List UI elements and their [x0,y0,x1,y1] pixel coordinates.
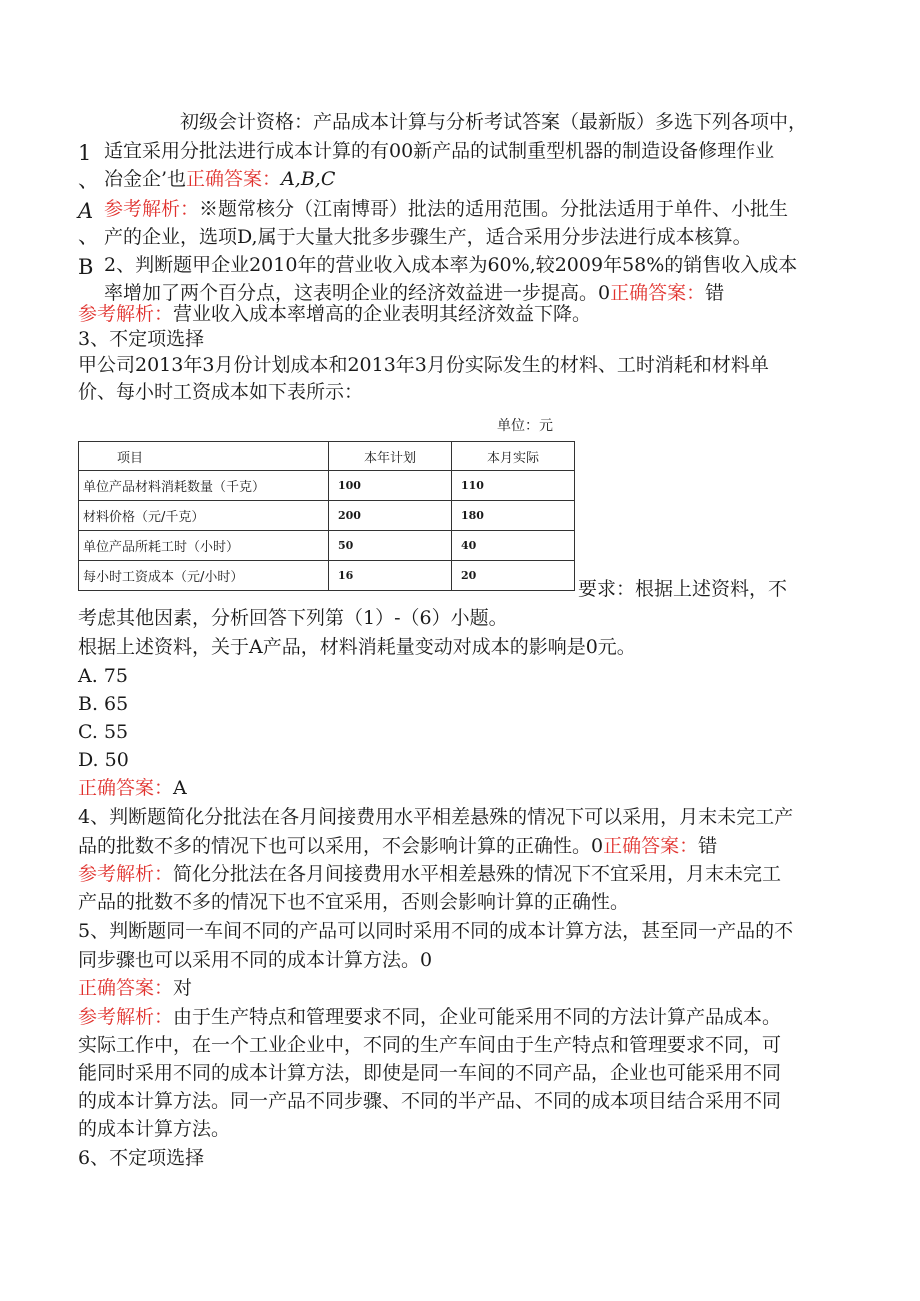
q4-text-line-2 [78,832,717,860]
q3-answer [78,774,187,802]
q4-analysis-label: 参考解析： [78,863,174,885]
margin-mark-comma: 、 [78,168,99,192]
q5-answer [78,974,192,1002]
q5-answer-value: 对 [173,977,193,999]
q4-text-line-1: 4、判断题简化分批法在各月间接费用水平相差悬殊的情况下可以采用，月末未完工产 [78,806,794,828]
q5-analysis-line-4: 的成本计算方法。同一产品不同步骤、不同的半产品、不同的成本项目结合采用不同 [78,1090,782,1112]
q2-text-line-1: 2、判断题甲企业2010年的营业收入成本率为60%,较2009年58%的销售收入成本 [104,254,798,276]
q2-answer-label: 正确答案： [610,282,706,304]
row-label: 材料价格（元/千克） [79,501,329,531]
header-plan: 本年计划 [329,442,452,471]
q3-option-d: D. 50 [78,749,129,771]
q1-text-line-2 [104,165,335,193]
margin-mark-b: B [78,255,94,279]
q5-analysis-line-5: 的成本计算方法。 [78,1118,231,1140]
row-plan-value: 100 [329,471,452,501]
q5-text-line-2: 同步骤也可以采用不同的成本计算方法。0 [78,949,433,971]
row-actual-value: 180 [452,501,575,531]
table-row [79,501,575,531]
q5-analysis-label: 参考解析： [78,1006,174,1028]
q4-analysis-line-2: 产品的批数不多的情况下也不宜采用，否则会影响计算的正确性。 [78,891,630,913]
q1-answer-value: A,B,C [281,168,336,190]
q5-analysis-line-3: 能同时采用不同的成本计算方法，即使是同一车间的不同产品，企业也可能采用不同 [78,1062,782,1084]
q3-requirement-line-2: 考虑其他因素，分析回答下列第（1）-（6）小题。 [78,607,508,629]
q5-answer-label: 正确答案： [78,977,174,999]
row-label: 每小时工资成本（元/小时） [79,561,329,591]
q4-analysis-line-1 [78,860,781,888]
margin-mark-a: A [78,199,94,223]
q2-text-fragment: 率增加了两个百分点，这表明企业的经济效益进一步提高。0 [104,282,611,304]
q1-analysis-label: 参考解析： [104,198,200,220]
q5-analysis-text: 由于生产特点和管理要求不同，企业可能采用不同的方法计算产品成本。 [173,1006,782,1028]
row-label: 单位产品材料消耗数量（千克） [79,471,329,501]
row-actual-value: 20 [452,561,575,591]
q1-analysis-line-2: 产的企业，选项D,属于大量大批多步骤生产，适合采用分步法进行成本核算。 [104,226,752,248]
q4-answer-label: 正确答案： [603,835,699,857]
margin-mark-comma-2: 、 [78,224,99,248]
q2-analysis [78,300,591,328]
row-actual-value: 110 [452,471,575,501]
cost-table [78,441,575,591]
q1-text-line-1: 适宜采用分批法进行成本计算的有00新产品的试制重型机器的制造设备修理作业 [104,140,775,162]
q2-analysis-text: 营业收入成本率增高的企业表明其经济效益下降。 [173,303,592,325]
q4-text-fragment: 品的批数不多的情况下也可以采用，不会影响计算的正确性。0 [78,835,604,857]
q2-analysis-label: 参考解析： [78,303,174,325]
row-plan-value: 200 [329,501,452,531]
q3-intro-line-2: 价、每小时工资成本如下表所示： [78,381,364,403]
q2-answer-value: 错 [705,282,725,304]
row-actual-value: 40 [452,531,575,561]
q4-analysis-text: 简化分批法在各月间接费用水平相差悬殊的情况下不宜采用，月末未完工 [173,863,782,885]
table-row [79,531,575,561]
q1-text-fragment: 冶金企’也 [104,168,187,190]
q1-analysis-line-1 [104,195,788,223]
q3-option-a: A. 75 [78,665,128,687]
row-plan-value: 50 [329,531,452,561]
q3-option-b: B. 65 [78,693,129,715]
q5-analysis-line-1 [78,1003,781,1031]
q1-answer-label: 正确答案： [186,168,282,190]
q3-answer-label: 正确答案： [78,777,174,799]
table-header-row [79,442,575,471]
q4-answer-value: 错 [698,835,718,857]
q3-answer-value: A [173,777,187,799]
q5-text-line-1: 5、判断题同一车间不同的产品可以同时采用不同的成本计算方法，甚至同一产品的不 [78,920,794,942]
q3-heading: 3、不定项选择 [78,328,205,350]
q3-option-c: C. 55 [78,721,129,743]
header-item: 项目 [79,442,329,471]
title-line: 初级会计资格：产品成本计算与分析考试答案（最新版）多选下列各项中， [180,111,808,133]
q5-analysis-line-2: 实际工作中，在一个工业企业中，不同的生产车间由于生产特点和管理要求不同，可 [78,1034,782,1056]
q1-analysis-text: ※题常核分（江南博哥）批法的适用范围。分批法适用于单件、小批生 [199,198,789,220]
header-actual: 本月实际 [452,442,575,471]
row-label: 单位产品所耗工时（小时） [79,531,329,561]
margin-mark-1: 1 [78,141,92,165]
q3-intro-line-1: 甲公司2013年3月份计划成本和2013年3月份实际发生的材料、工时消耗和材料单 [78,354,769,376]
q3-question: 根据上述资料，关于A产品，材料消耗量变动对成本的影响是0元。 [78,636,636,658]
q3-requirement-line-1: 要求：根据上述资料，不 [578,578,788,600]
table-row [79,561,575,591]
row-plan-value: 16 [329,561,452,591]
q6-heading: 6、不定项选择 [78,1147,205,1169]
table-row [79,471,575,501]
table-unit: 单位：元 [497,418,553,434]
